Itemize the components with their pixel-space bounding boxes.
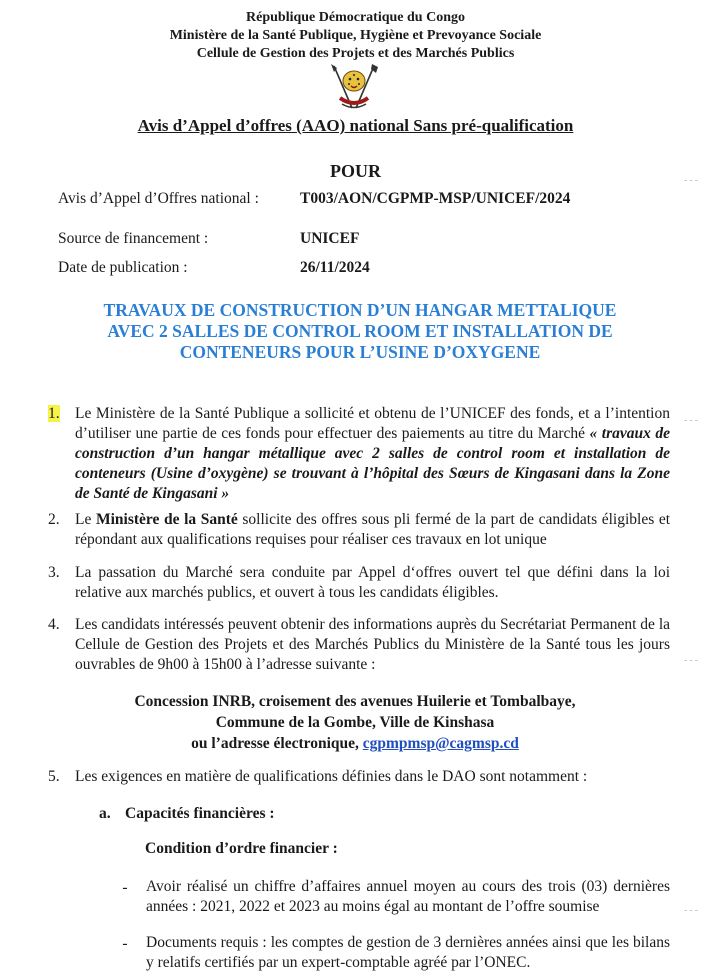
email-link[interactable]: cgpmpmsp@cagmsp.cd (362, 735, 519, 752)
coat-of-arms-emblem (322, 64, 386, 112)
header-republic: République Démocratique du Congo (246, 10, 465, 25)
item-1-text (75, 404, 670, 504)
project-title-line2: AVEC 2 SALLES DE CONTROL ROOM ET INSTALLATION DE (107, 321, 613, 341)
info-label-date: Date de publication : (58, 259, 188, 276)
item-2-text: Le Ministère de la Santé sollicite des offres sous pli fermé de la part de candidats éligibles et répondant aux qualifications requises pour réaliser ces travaux en lot unique (75, 511, 671, 548)
subsection-letter: a. (99, 805, 111, 822)
info-label-aao: Avis d’Appel d’Offres national : (58, 190, 259, 207)
item-number-3: 3. (48, 564, 60, 581)
address-line3: ou l’adresse électronique, cgpmpmsp@cagmsp.cd (191, 735, 519, 752)
bullet-dash-2: - (122, 935, 128, 952)
notice-title: Avis d’Appel d’offres (AAO) national Sans pré-qualification (137, 116, 574, 135)
item-1-body: Le Ministère de la Santé Publique a sollicité et obtenu de l’UNICEF des fonds, et a l’intention d’utiliser une partie de ces fonds pour effectuer des paiements au titre du Marché (75, 405, 670, 442)
scan-margin-mark: --- (684, 175, 700, 186)
scan-margin-mark: --- (684, 415, 700, 426)
header-cell: Cellule de Gestion des Projets et des Marchés Publics (196, 46, 515, 61)
item-1-emphasis: « travaux de construction d’un hangar métallique avec 2 salles de control room et installation de conteneurs (Usine d’oxygène) se trouvant à l’hôpital des Sœurs de Kingasani dans la Zone de Santé de Kingasani » (75, 425, 671, 502)
item-number-2: 2. (48, 511, 60, 528)
project-title-line3: CONTENEURS POUR L’USINE D’OXYGENE (179, 342, 541, 362)
pour-label: POUR (330, 161, 381, 181)
item-3-text: La passation du Marché sera conduite par Appel d‘offres ouvert tel que défini dans la loi relative aux marchés publics, et ouvert à tous les candidats éligibles. (75, 564, 670, 601)
info-label-financing: Source de financement : (58, 230, 209, 247)
item-2-ministry: Ministère de la Santé (95, 511, 238, 528)
subsection-title: Capacités financières : (125, 805, 275, 822)
bullet-dash-1: - (122, 879, 128, 896)
item-5-text: Les exigences en matière de qualifications définies dans le DAO sont notamment : (75, 768, 588, 785)
financial-condition-heading: Condition d’ordre financier : (145, 840, 338, 857)
project-title-line1: TRAVAUX DE CONSTRUCTION D’UN HANGAR METTALIQUE (103, 300, 617, 320)
item-4-text: Les candidats intéressés peuvent obtenir des informations auprès du Secrétariat Permanent de la Cellule de Gestion des Projets et des Marchés Publics du Ministère de la Santé tous les jours ouvrables de 9h00 à 15h00 à l’adresse suivante : (75, 616, 670, 673)
bullet-2-text: Documents requis : les comptes de gestion de 3 dernières années ainsi que les bilans y relatifs certifiés par un expert-comptable agréé par l’ONEC. (146, 934, 670, 971)
address-line1: Concession INRB, croisement des avenues Huilerie et Tombalbaye, (134, 693, 576, 710)
address-line2: Commune de la Gombe, Ville de Kinshasa (215, 714, 495, 731)
item-number-1: 1. (48, 405, 60, 422)
item-number-5: 5. (48, 768, 60, 785)
info-value-financing: UNICEF (300, 230, 360, 247)
bullet-1-text: Avoir réalisé un chiffre d’affaires annuel moyen au cours des trois (03) dernières années : 2021, 2022 et 2023 au moins égal au montant de l’offre soumise (146, 878, 670, 915)
scan-margin-mark: --- (684, 655, 700, 666)
header-ministry: Ministère de la Santé Publique, Hygiène et Prevoyance Sociale (169, 28, 542, 43)
scan-margin-mark: --- (684, 905, 700, 916)
info-value-date: 26/11/2024 (300, 259, 370, 276)
item-number-4: 4. (48, 616, 60, 633)
info-value-aao: T003/AON/CGPMP-MSP/UNICEF/2024 (300, 190, 571, 207)
